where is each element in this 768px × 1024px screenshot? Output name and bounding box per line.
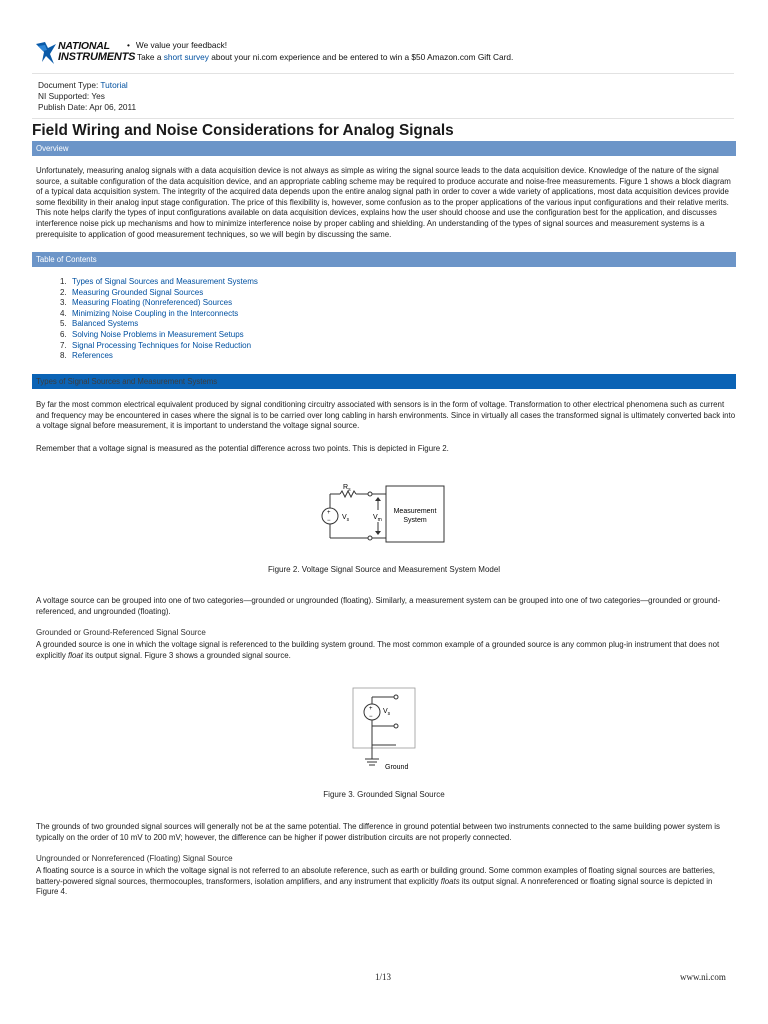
figure-3-caption: Figure 3. Grounded Signal Source <box>323 790 445 799</box>
fig3-vs-sub: s <box>387 711 391 717</box>
bullet-icon: • <box>127 40 130 50</box>
section-heading: Types of Signal Sources and Measurement Systems <box>36 377 218 386</box>
rs-sub: s <box>348 487 351 493</box>
feedback-post: about your ni.com experience and be entered to win a $50 Amazon.com Gift Card. <box>208 52 514 62</box>
document-meta <box>32 73 734 119</box>
ni-logo[interactable] <box>36 40 134 68</box>
section-paragraph-2: Remember that a voltage signal is measured as the potential difference across two points. This is depicted in Figure 2. <box>36 444 449 453</box>
toc-item[interactable]: 7. Signal Processing Techniques for Noise Reduction <box>60 340 252 350</box>
vs-label: V <box>342 514 347 521</box>
toc-link[interactable]: Measuring Floating (Nonreferenced) Sources <box>72 298 233 308</box>
toc-item[interactable]: 2. Measuring Grounded Signal Sources <box>60 287 204 297</box>
section-paragraph-6 <box>36 866 736 898</box>
svg-text:+: + <box>369 706 373 712</box>
page-title: Field Wiring and Noise Considerations for Analog Signals <box>32 122 454 139</box>
p6-post: its output signal. A nonreferenced or floating signal source is depicted in Figure 4. <box>36 876 713 897</box>
vm-label: V <box>373 514 378 521</box>
p6-pre: A floating source is a source in which the voltage signal is not referred to an absolute reference, such as earth or building ground. Some common examples of floating signal sources are batteries, battery-powered signal sources, thermocouples, transformers, isolation amplifiers, and any instrument that explicitly <box>36 866 715 886</box>
figure-2-caption: Figure 2. Voltage Signal Source and Measurement System Model <box>267 565 501 574</box>
system-label: System <box>403 517 427 524</box>
overview-bar <box>32 141 736 156</box>
eagle-logo-icon <box>36 40 58 66</box>
page-number: 1/13 <box>375 972 392 982</box>
svg-text:Rs <box>343 484 351 493</box>
feedback-pre: Take a <box>137 52 164 62</box>
p6-em: floats <box>440 876 460 886</box>
toc-link[interactable]: Measuring Grounded Signal Sources <box>72 287 204 297</box>
vs-sub: s <box>346 517 350 523</box>
toc-link[interactable]: Solving Noise Problems in Measurement Setups <box>72 329 244 339</box>
feedback-heading: We value your feedback! <box>135 40 228 50</box>
toc-item[interactable]: 6. Solving Noise Problems in Measurement Setups <box>60 329 244 339</box>
toc-item[interactable]: 8. References <box>60 351 113 361</box>
toc-link[interactable]: References <box>72 351 113 361</box>
toc-bar <box>32 252 736 267</box>
p4-pre: A grounded source is one in which the voltage signal is referenced to the building system ground. The most common example of a grounded source is any common plug-in instrument that does not explicitly <box>36 640 720 660</box>
overview-heading: Overview <box>36 144 69 153</box>
logo-text-instruments: INSTRUMENTS <box>58 51 136 63</box>
section-paragraph-5: The grounds of two grounded signal sources will generally not be at the same potential. The difference in ground potential between two instruments connected to the same building power system is typically on the order of 10 mV to 200 mV; however, the difference can be higher if power distribution circuits are not properly connected. <box>36 822 720 842</box>
publish-date: Publish Date: Apr 06, 2011 <box>38 102 137 112</box>
ni-supported: NI Supported: Yes <box>38 91 105 101</box>
p4-post: its output signal. Figure 3 shows a grounded signal source. <box>82 650 291 660</box>
toc-item[interactable]: 3. Measuring Floating (Nonreferenced) Sources <box>60 298 233 308</box>
svg-text:+: + <box>327 510 331 516</box>
overview-text: Unfortunately, measuring analog signals with a data acquisition device is not always as simple as wiring the signal source leads to the data acquisition device. Knowledge of the nature of the signal source, a suitable configuration of the data acquisition device, and an appropriate cabling scheme may be required to produce accurate and noise-free measurements. Figure 1 shows a block diagram of a typical data acquisition system. The integrity of the acquired data depends upon the entire analog signal path in order to cover a wide variety of applications, most data acquisition devices provide some flexibility in their analog input stage configuration. The price of this flexibility is, however, some confusion as to the proper applications of the various input configurations and their relative merits. This note helps clarify the types of input configurations available on data acquisition devices, explains how the user should choose and use the configuration best for the application, and discusses interference noise pick up mechanisms and how to minimize interference noise by proper cabling and shielding. An understanding of the types of signal sources and measurement systems is a prerequisite to application of good measurement techniques, so we will begin by discussing the same. <box>36 166 731 239</box>
rs-label: R <box>343 484 349 491</box>
figure-2-diagram <box>316 478 448 544</box>
section-paragraph-3: A voltage source can be grouped into one of two categories—grounded or ungrounded (floating). Similarly, a measurement system can be grouped into one of two categories—grounded or ground-referenced, and ungrounded (floating). <box>36 596 721 616</box>
toc-heading: Table of Contents <box>36 255 97 264</box>
section-bar <box>32 374 736 389</box>
toc-item[interactable]: 1. Types of Signal Sources and Measurement Systems <box>60 277 258 286</box>
feedback-notice <box>127 39 513 63</box>
toc-item[interactable]: 5. Balanced Systems <box>60 319 139 329</box>
svg-text:Vs <box>383 708 391 717</box>
doc-type-link[interactable]: Tutorial <box>100 80 128 90</box>
toc-item[interactable]: 4. Minimizing Noise Coupling in the Interconnects <box>60 308 239 318</box>
subheading-grounded: Grounded or Ground-Referenced Signal Source <box>36 628 206 637</box>
ground-label: Ground <box>385 764 409 771</box>
survey-link[interactable]: short survey <box>163 52 209 62</box>
toc-link[interactable]: Minimizing Noise Coupling in the Interconnects <box>72 308 239 318</box>
svg-text:−: − <box>327 518 331 524</box>
toc-link[interactable]: Types of Signal Sources and Measurement Systems <box>72 277 258 286</box>
toc-link[interactable]: Signal Processing Techniques for Noise Reduction <box>72 340 252 350</box>
figure-3-diagram <box>352 687 416 773</box>
svg-text:Vs <box>342 514 350 523</box>
section-paragraph-1: By far the most common electrical equivalent produced by signal conditioning circuitry associated with sensors is in the form of voltage. Transformation to other electrical phenomena such as current and frequency may be encountered in cases where the signal is to be carried over long cabling in harsh environments. Since in virtually all cases the transformed signal is ultimately converted back into a voltage signal before measurement, it is important to understand the voltage signal source. <box>36 400 736 431</box>
fig3-vs-label: V <box>383 708 388 715</box>
subheading-floating: Ungrounded or Nonreferenced (Floating) Signal Source <box>36 854 233 863</box>
p4-em: float <box>68 650 83 660</box>
table-of-contents <box>60 277 258 362</box>
svg-text:−: − <box>369 714 373 720</box>
svg-text:Vm <box>373 514 382 523</box>
doc-type-label: Document Type: <box>38 80 101 90</box>
vm-sub: m <box>377 517 382 523</box>
section-paragraph-4 <box>36 640 736 661</box>
toc-link[interactable]: Balanced Systems <box>72 319 139 329</box>
logo-text-national: NATIONAL <box>58 40 110 52</box>
footer-url: www.ni.com <box>680 972 726 982</box>
measurement-label: Measurement <box>393 508 437 515</box>
